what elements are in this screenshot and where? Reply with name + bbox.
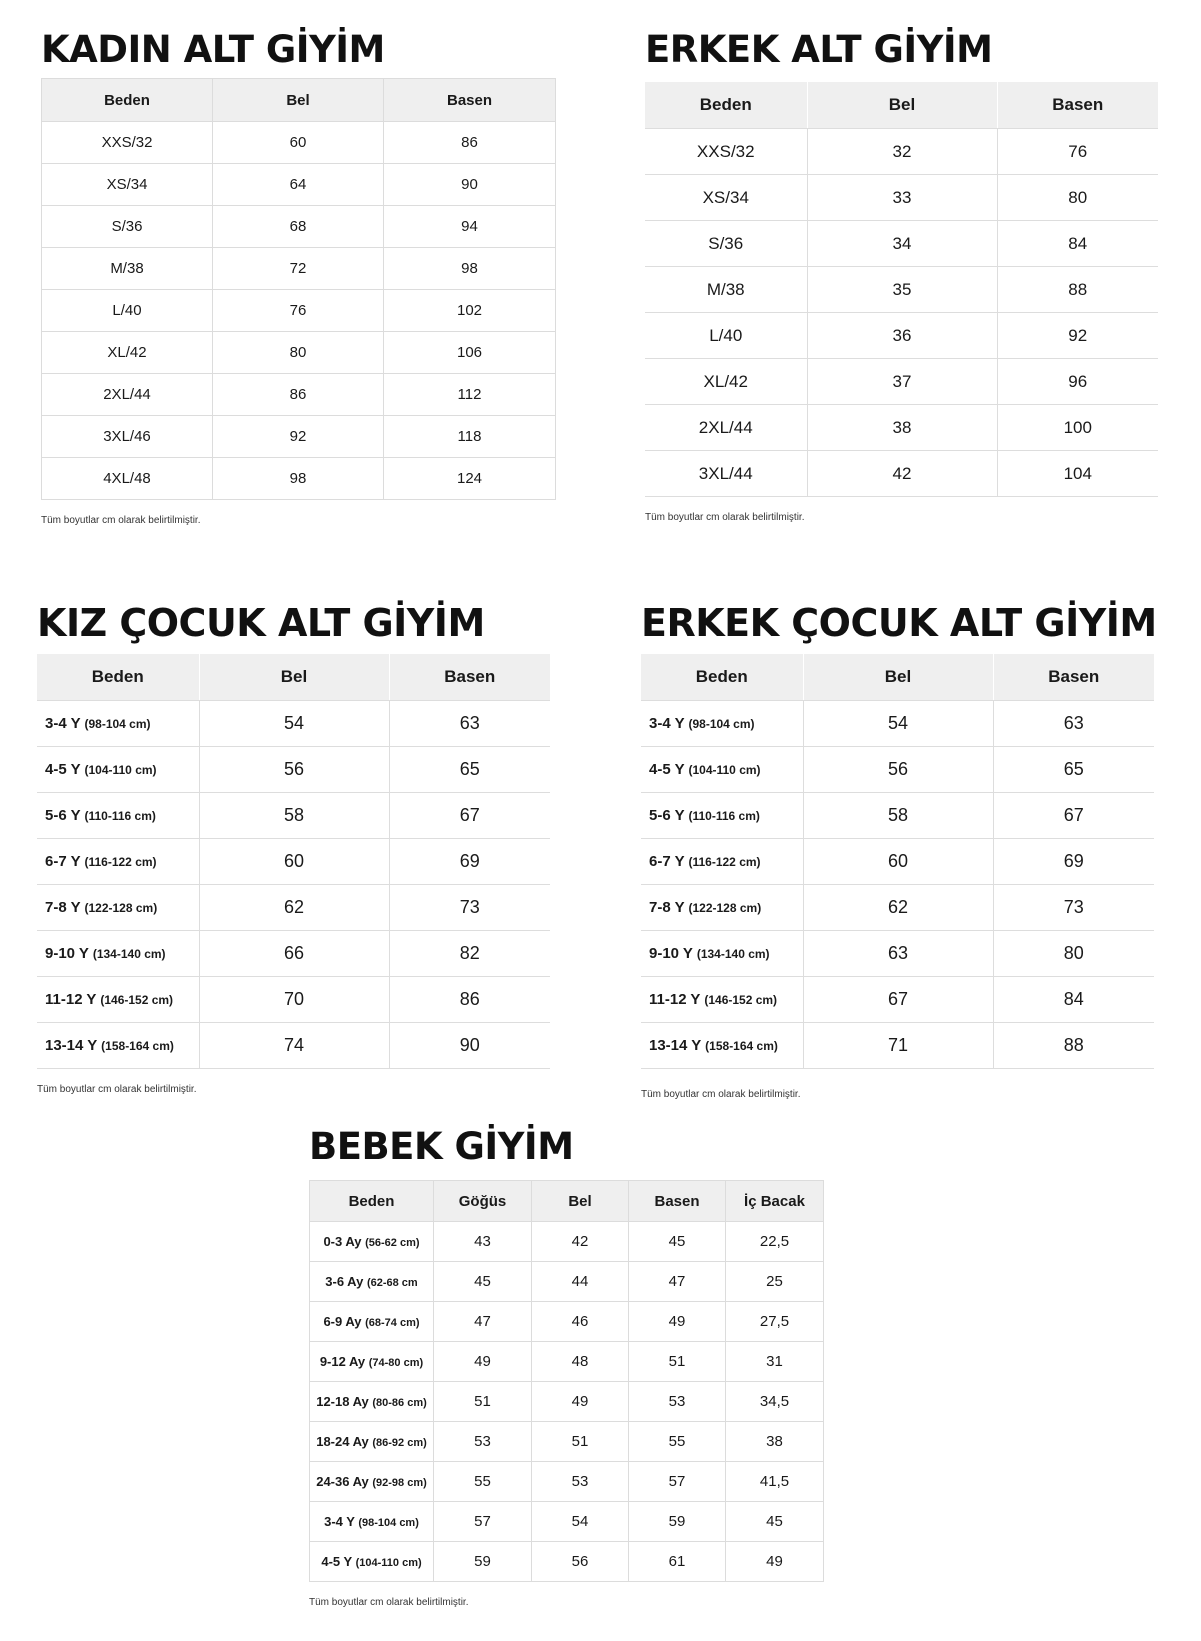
size-range: (122-128 cm) [688, 901, 762, 915]
waist-cell: 38 [807, 405, 997, 451]
size-cell [37, 977, 199, 1023]
hip-cell: 59 [629, 1502, 726, 1542]
table-row [310, 1502, 824, 1542]
size-cell: L/40 [42, 290, 213, 332]
table-row [641, 839, 1154, 885]
table-row [310, 1462, 824, 1502]
chest-cell: 55 [434, 1462, 532, 1502]
size-cell [641, 885, 803, 931]
size-label: 13-14 Y [649, 1037, 701, 1054]
size-label: 4-5 Y [649, 761, 685, 778]
hip-cell: 57 [629, 1462, 726, 1502]
hip-cell: 53 [629, 1382, 726, 1422]
baby-clothing-section [309, 1118, 824, 1608]
waist-cell: 74 [199, 1023, 389, 1069]
table-row [645, 359, 1158, 405]
size-label: 13-14 Y [45, 1037, 97, 1054]
size-label: 18-24 Ay [316, 1434, 369, 1449]
waist-cell: 49 [532, 1382, 629, 1422]
waist-cell: 66 [199, 931, 389, 977]
size-range: (104-110 cm) [688, 763, 761, 777]
header-ic-bacak: İç Bacak [726, 1181, 824, 1222]
waist-cell: 60 [803, 839, 993, 885]
size-cell: S/36 [645, 221, 807, 267]
waist-cell: 46 [532, 1302, 629, 1342]
waist-cell: 71 [803, 1023, 993, 1069]
inseam-cell: 27,5 [726, 1302, 824, 1342]
header-bel: Bel [532, 1181, 629, 1222]
size-cell [37, 747, 199, 793]
size-cell [310, 1222, 434, 1262]
hip-cell: 100 [997, 405, 1158, 451]
chest-cell: 51 [434, 1382, 532, 1422]
hip-cell: 63 [993, 701, 1154, 747]
table-row [310, 1382, 824, 1422]
inseam-cell: 38 [726, 1422, 824, 1462]
size-label: 4-5 Y [321, 1554, 352, 1569]
size-cell [37, 839, 199, 885]
inseam-cell: 25 [726, 1262, 824, 1302]
size-cell: XS/34 [645, 175, 807, 221]
size-cell: XXS/32 [42, 122, 213, 164]
size-cell: 2XL/44 [42, 374, 213, 416]
size-range: (146-152 cm) [704, 993, 778, 1007]
hip-cell: 88 [997, 267, 1158, 313]
size-label: 6-7 Y [45, 853, 81, 870]
waist-cell: 53 [532, 1462, 629, 1502]
inseam-cell: 49 [726, 1542, 824, 1582]
size-cell: S/36 [42, 206, 213, 248]
inseam-cell: 41,5 [726, 1462, 824, 1502]
chest-cell: 57 [434, 1502, 532, 1542]
size-range: (92-98 cm) [372, 1477, 427, 1489]
hip-cell: 67 [993, 793, 1154, 839]
header-beden: Beden [645, 82, 807, 129]
hip-cell: 61 [629, 1542, 726, 1582]
units-note: Tüm boyutlar cm olarak belirtilmiştir. [641, 1089, 801, 1100]
hip-cell: 90 [384, 164, 556, 206]
size-cell: M/38 [42, 248, 213, 290]
table-row [42, 458, 556, 500]
size-label: 7-8 Y [649, 899, 685, 916]
waist-cell: 62 [803, 885, 993, 931]
size-cell: 3XL/46 [42, 416, 213, 458]
waist-cell: 62 [199, 885, 389, 931]
table-row [645, 129, 1158, 175]
size-range: (110-116 cm) [84, 809, 156, 823]
table-row [37, 701, 550, 747]
size-label: 11-12 Y [45, 991, 97, 1008]
size-cell [641, 839, 803, 885]
waist-cell: 70 [199, 977, 389, 1023]
inseam-cell: 31 [726, 1342, 824, 1382]
size-cell [310, 1462, 434, 1502]
size-cell [37, 793, 199, 839]
size-cell [310, 1422, 434, 1462]
women-bottoms-size-table [41, 78, 556, 500]
hip-cell: 51 [629, 1342, 726, 1382]
size-cell [641, 977, 803, 1023]
table-row [37, 793, 550, 839]
men-bottoms-section [645, 22, 1158, 523]
size-range: (116-122 cm) [688, 855, 761, 869]
size-label: 9-10 Y [45, 945, 89, 962]
boys-bottoms-title: ERKEK ÇOCUK ALT GİYİM [641, 601, 1157, 645]
hip-cell: 55 [629, 1422, 726, 1462]
women-bottoms-section [41, 22, 556, 526]
size-range: (146-152 cm) [100, 993, 174, 1007]
hip-cell: 76 [997, 129, 1158, 175]
table-row [645, 313, 1158, 359]
table-row [645, 405, 1158, 451]
men-bottoms-size-table [645, 82, 1158, 497]
chest-cell: 59 [434, 1542, 532, 1582]
size-cell [310, 1542, 434, 1582]
hip-cell: 84 [997, 221, 1158, 267]
size-range: (74-80 cm) [368, 1357, 424, 1369]
table-row [641, 1023, 1154, 1069]
size-label: 5-6 Y [649, 807, 685, 824]
chest-cell: 43 [434, 1222, 532, 1262]
size-range: (98-104 cm) [688, 717, 755, 731]
header-bel: Bel [807, 82, 997, 129]
waist-cell: 44 [532, 1262, 629, 1302]
hip-cell: 47 [629, 1262, 726, 1302]
table-header-row [641, 654, 1154, 701]
girls-bottoms-size-table [37, 654, 550, 1069]
size-label: 3-4 Y [45, 715, 81, 732]
size-cell: XL/42 [645, 359, 807, 405]
table-row [37, 839, 550, 885]
size-cell: 4XL/48 [42, 458, 213, 500]
table-row [42, 122, 556, 164]
hip-cell: 92 [997, 313, 1158, 359]
hip-cell: 118 [384, 416, 556, 458]
size-cell [37, 1023, 199, 1069]
chest-cell: 53 [434, 1422, 532, 1462]
size-cell: L/40 [645, 313, 807, 359]
size-label: 9-10 Y [649, 945, 693, 962]
waist-cell: 54 [532, 1502, 629, 1542]
hip-cell: 49 [629, 1302, 726, 1342]
size-range: (104-110 cm) [355, 1557, 422, 1569]
table-row [645, 267, 1158, 313]
boys-bottoms-section [641, 594, 1157, 1100]
table-row [42, 248, 556, 290]
size-label: 0-3 Ay [323, 1234, 362, 1249]
size-range: (134-140 cm) [92, 947, 166, 961]
waist-cell: 36 [807, 313, 997, 359]
table-row [641, 931, 1154, 977]
size-range: (56-62 cm) [365, 1237, 420, 1249]
table-header-row [310, 1181, 824, 1222]
table-row [42, 374, 556, 416]
size-label: 3-6 Ay [325, 1274, 364, 1289]
header-bel: Bel [199, 654, 389, 701]
header-basen: Basen [629, 1181, 726, 1222]
size-cell [641, 1023, 803, 1069]
size-label: 3-4 Y [324, 1514, 355, 1529]
waist-cell: 35 [807, 267, 997, 313]
size-range: (158-164 cm) [705, 1039, 778, 1053]
table-row [645, 175, 1158, 221]
waist-cell: 86 [213, 374, 384, 416]
hip-cell: 82 [389, 931, 550, 977]
table-row [42, 332, 556, 374]
hip-cell: 73 [389, 885, 550, 931]
inseam-cell: 45 [726, 1502, 824, 1542]
size-range: (86-92 cm) [372, 1437, 427, 1449]
size-range: (110-116 cm) [688, 809, 760, 823]
inseam-cell: 22,5 [726, 1222, 824, 1262]
table-row [42, 290, 556, 332]
table-row [641, 977, 1154, 1023]
waist-cell: 80 [213, 332, 384, 374]
hip-cell: 106 [384, 332, 556, 374]
size-cell [37, 931, 199, 977]
chest-cell: 47 [434, 1302, 532, 1342]
size-label: 12-18 Ay [316, 1394, 369, 1409]
waist-cell: 56 [199, 747, 389, 793]
table-header-row [645, 82, 1158, 129]
size-cell [310, 1502, 434, 1542]
table-row [37, 977, 550, 1023]
waist-cell: 56 [532, 1542, 629, 1582]
hip-cell: 86 [384, 122, 556, 164]
hip-cell: 80 [993, 931, 1154, 977]
waist-cell: 33 [807, 175, 997, 221]
chest-cell: 45 [434, 1262, 532, 1302]
table-row [42, 206, 556, 248]
hip-cell: 102 [384, 290, 556, 332]
waist-cell: 98 [213, 458, 384, 500]
hip-cell: 69 [389, 839, 550, 885]
table-row [310, 1542, 824, 1582]
waist-cell: 64 [213, 164, 384, 206]
size-range: (62-68 cm [366, 1277, 418, 1289]
hip-cell: 88 [993, 1023, 1154, 1069]
table-row [645, 451, 1158, 497]
size-cell: 3XL/44 [645, 451, 807, 497]
table-row [42, 164, 556, 206]
hip-cell: 80 [997, 175, 1158, 221]
waist-cell: 63 [803, 931, 993, 977]
waist-cell: 92 [213, 416, 384, 458]
table-row [310, 1222, 824, 1262]
table-row [641, 701, 1154, 747]
hip-cell: 65 [993, 747, 1154, 793]
table-header-row [37, 654, 550, 701]
waist-cell: 54 [803, 701, 993, 747]
girls-bottoms-section [37, 594, 550, 1095]
hip-cell: 65 [389, 747, 550, 793]
size-cell [641, 793, 803, 839]
table-row [641, 747, 1154, 793]
size-range: (134-140 cm) [696, 947, 770, 961]
baby-clothing-size-table [309, 1180, 824, 1582]
table-row [37, 1023, 550, 1069]
size-label: 11-12 Y [649, 991, 701, 1008]
inseam-cell: 34,5 [726, 1382, 824, 1422]
hip-cell: 98 [384, 248, 556, 290]
size-label: 9-12 Ay [319, 1354, 366, 1369]
table-row [310, 1262, 824, 1302]
size-label: 6-9 Ay [323, 1314, 362, 1329]
table-row [641, 793, 1154, 839]
size-cell [37, 885, 199, 931]
units-note: Tüm boyutlar cm olarak belirtilmiştir. [309, 1597, 469, 1608]
header-gogus: Göğüs [434, 1181, 532, 1222]
waist-cell: 58 [803, 793, 993, 839]
size-cell: 2XL/44 [645, 405, 807, 451]
header-beden: Beden [42, 79, 213, 122]
hip-cell: 124 [384, 458, 556, 500]
hip-cell: 90 [389, 1023, 550, 1069]
table-row [645, 221, 1158, 267]
waist-cell: 56 [803, 747, 993, 793]
units-note: Tüm boyutlar cm olarak belirtilmiştir. [37, 1084, 197, 1095]
hip-cell: 63 [389, 701, 550, 747]
hip-cell: 104 [997, 451, 1158, 497]
hip-cell: 69 [993, 839, 1154, 885]
waist-cell: 42 [532, 1222, 629, 1262]
size-label: 6-7 Y [649, 853, 685, 870]
hip-cell: 84 [993, 977, 1154, 1023]
waist-cell: 68 [213, 206, 384, 248]
waist-cell: 32 [807, 129, 997, 175]
size-range: (68-74 cm) [365, 1317, 420, 1329]
size-range: (98-104 cm) [358, 1517, 419, 1529]
units-note: Tüm boyutlar cm olarak belirtilmiştir. [645, 512, 805, 523]
size-cell: M/38 [645, 267, 807, 313]
waist-cell: 58 [199, 793, 389, 839]
size-label: 7-8 Y [45, 899, 81, 916]
waist-cell: 60 [199, 839, 389, 885]
table-header-row [42, 79, 556, 122]
size-cell [37, 701, 199, 747]
header-bel: Bel [803, 654, 993, 701]
baby-clothing-title: BEBEK GİYİM [309, 1125, 574, 1168]
hip-cell: 96 [997, 359, 1158, 405]
header-beden: Beden [37, 654, 199, 701]
table-row [37, 885, 550, 931]
waist-cell: 60 [213, 122, 384, 164]
waist-cell: 76 [213, 290, 384, 332]
size-label: 5-6 Y [45, 807, 81, 824]
hip-cell: 94 [384, 206, 556, 248]
size-cell [310, 1382, 434, 1422]
units-note: Tüm boyutlar cm olarak belirtilmiştir. [41, 515, 201, 526]
size-cell [310, 1342, 434, 1382]
waist-cell: 67 [803, 977, 993, 1023]
waist-cell: 51 [532, 1422, 629, 1462]
size-cell: XXS/32 [645, 129, 807, 175]
size-range: (104-110 cm) [84, 763, 157, 777]
hip-cell: 86 [389, 977, 550, 1023]
waist-cell: 37 [807, 359, 997, 405]
header-basen: Basen [384, 79, 556, 122]
table-row [42, 416, 556, 458]
header-beden: Beden [310, 1181, 434, 1222]
header-bel: Bel [213, 79, 384, 122]
size-cell [310, 1302, 434, 1342]
hip-cell: 45 [629, 1222, 726, 1262]
table-row [310, 1342, 824, 1382]
header-basen: Basen [997, 82, 1158, 129]
table-row [310, 1422, 824, 1462]
waist-cell: 34 [807, 221, 997, 267]
size-cell [641, 701, 803, 747]
size-range: (116-122 cm) [84, 855, 157, 869]
waist-cell: 42 [807, 451, 997, 497]
size-range: (98-104 cm) [84, 717, 151, 731]
waist-cell: 72 [213, 248, 384, 290]
size-cell [641, 747, 803, 793]
girls-bottoms-title: KIZ ÇOCUK ALT GİYİM [37, 601, 485, 645]
table-row [37, 747, 550, 793]
women-bottoms-title: KADIN ALT GİYİM [41, 28, 385, 71]
hip-cell: 73 [993, 885, 1154, 931]
table-row [37, 931, 550, 977]
size-range: (80-86 cm) [372, 1397, 427, 1409]
size-cell [641, 931, 803, 977]
hip-cell: 112 [384, 374, 556, 416]
table-row [641, 885, 1154, 931]
size-label: 4-5 Y [45, 761, 81, 778]
waist-cell: 54 [199, 701, 389, 747]
table-row [310, 1302, 824, 1342]
header-basen: Basen [389, 654, 550, 701]
size-label: 24-36 Ay [316, 1474, 369, 1489]
size-cell: XS/34 [42, 164, 213, 206]
waist-cell: 48 [532, 1342, 629, 1382]
men-bottoms-title: ERKEK ALT GİYİM [645, 28, 993, 71]
boys-bottoms-size-table [641, 654, 1154, 1069]
chest-cell: 49 [434, 1342, 532, 1382]
size-label: 3-4 Y [649, 715, 685, 732]
size-range: (158-164 cm) [101, 1039, 174, 1053]
size-range: (122-128 cm) [84, 901, 158, 915]
size-cell [310, 1262, 434, 1302]
size-cell: XL/42 [42, 332, 213, 374]
header-beden: Beden [641, 654, 803, 701]
hip-cell: 67 [389, 793, 550, 839]
header-basen: Basen [993, 654, 1154, 701]
